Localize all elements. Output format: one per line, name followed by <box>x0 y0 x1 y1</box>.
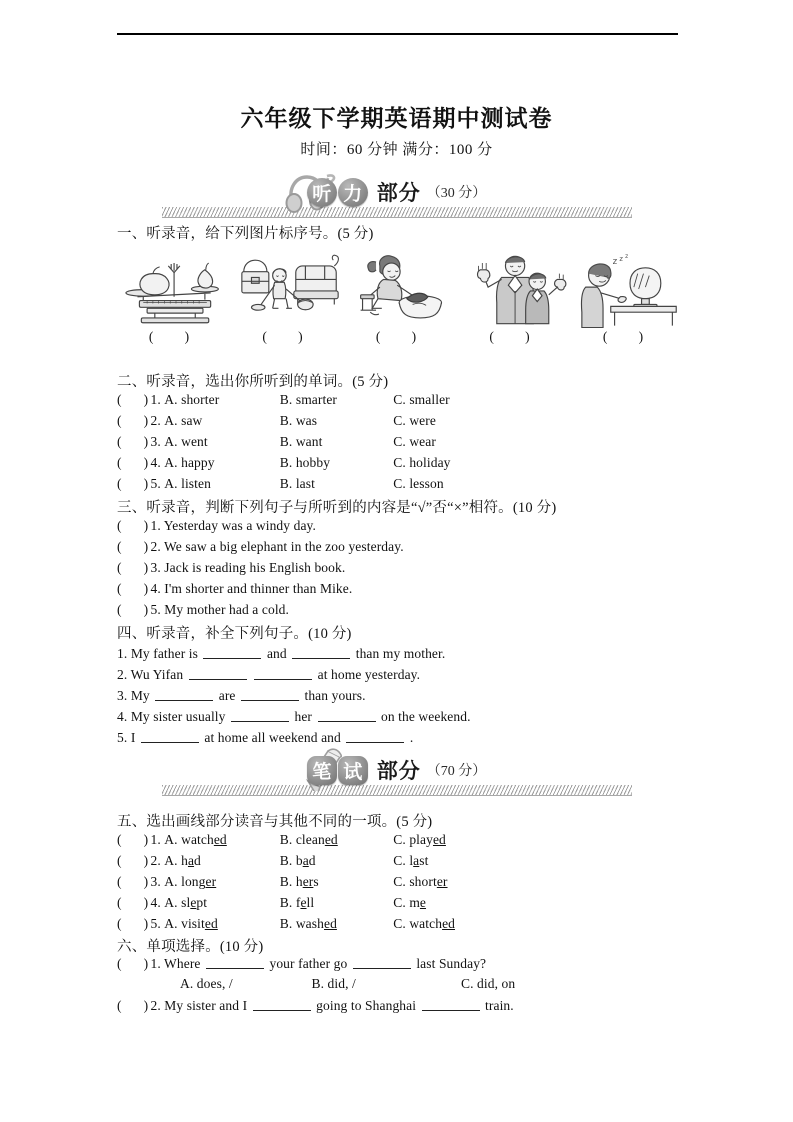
answer-bracket[interactable]: ( ) <box>117 518 149 533</box>
written-badge-group <box>307 756 369 785</box>
section-4-item <box>117 666 420 683</box>
option-a[interactable]: A. shorter <box>164 392 220 407</box>
sentence-part: and <box>266 646 291 661</box>
answer-bracket[interactable]: ( ) <box>117 998 149 1013</box>
section-5-heading: 五、选出画线部分读音与其他不同的一项。(5 分) <box>117 814 433 830</box>
item-number: 4. <box>150 455 161 470</box>
section-4-item <box>117 708 471 725</box>
fill-blank[interactable] <box>241 687 299 701</box>
answer-paren: ( ) <box>148 329 204 344</box>
fill-blank[interactable] <box>231 708 289 722</box>
option-c[interactable]: C. last <box>393 853 429 868</box>
svg-text:z: z <box>625 254 629 261</box>
section-6-item <box>117 955 486 972</box>
fill-blank[interactable] <box>318 708 376 722</box>
section-5-item <box>117 895 426 911</box>
item-number: 1. <box>150 392 161 407</box>
written-banner-word: 部分 <box>376 759 421 783</box>
sentence-part: your father go <box>269 956 351 971</box>
option-a[interactable]: A. visited <box>164 916 218 931</box>
listening-banner-word: 部分 <box>376 181 421 205</box>
option-b[interactable]: B. did, / <box>311 976 356 991</box>
section-1-picture-row <box>122 250 684 350</box>
fill-blank[interactable] <box>292 645 350 659</box>
option-b[interactable]: B. was <box>279 413 318 428</box>
option-b[interactable]: B. washed <box>279 916 337 931</box>
answer-bracket[interactable]: ( ) <box>117 581 149 596</box>
item-number: 3. <box>150 560 161 575</box>
answer-bracket[interactable]: ( ) <box>117 916 149 931</box>
option-a[interactable]: A. does, / <box>180 976 233 991</box>
girl-sleeping-at-computer-illustration <box>576 250 684 328</box>
picture-item <box>576 250 684 350</box>
badge-char-li: 力 <box>338 178 368 207</box>
item-sentence: My mother had a cold. <box>164 602 289 617</box>
sentence-part: at home all weekend and <box>204 730 345 745</box>
badge-char-bi: 笔 <box>307 756 337 785</box>
picture-item <box>349 250 457 350</box>
section-2-heading: 二、听录音，选出你所听到的单词。(5 分) <box>117 374 389 390</box>
item-number: 2. <box>150 998 161 1013</box>
badge-char-ting: 听 <box>307 178 337 207</box>
option-c[interactable]: C. me <box>393 895 427 910</box>
option-a[interactable]: A. saw <box>164 413 203 428</box>
option-b[interactable]: B. fell <box>279 895 315 910</box>
sentence-part: . <box>409 730 414 745</box>
fill-blank[interactable] <box>353 955 411 969</box>
item-number: 1. <box>150 832 161 847</box>
option-c[interactable]: C. smaller <box>393 392 450 407</box>
fill-blank[interactable] <box>203 645 261 659</box>
picture-item <box>122 250 230 350</box>
sentence-part: on the weekend. <box>380 709 471 724</box>
sentence-part: My <box>130 688 154 703</box>
sentence-part: going to Shanghai <box>316 998 420 1013</box>
item-number: 3. <box>150 434 161 449</box>
fill-blank[interactable] <box>141 729 199 743</box>
item-number: 5. <box>150 602 161 617</box>
answer-paren: ( ) <box>375 329 431 344</box>
svg-text:z: z <box>612 257 618 267</box>
option-b[interactable]: B. want <box>279 434 323 449</box>
item-number: 2. <box>150 853 161 868</box>
item-number: 1. <box>117 646 128 661</box>
section-5-item <box>117 916 455 932</box>
picture-item <box>463 250 571 350</box>
child-vacuuming-living-room-illustration <box>236 250 344 328</box>
option-c[interactable]: C. holiday <box>393 455 451 470</box>
section-2-item <box>117 434 436 450</box>
option-c[interactable]: C. did, on <box>460 976 516 991</box>
section-6-item <box>117 997 514 1014</box>
fill-blank[interactable] <box>254 666 312 680</box>
section-6-heading: 六、单项选择。(10 分) <box>117 939 264 955</box>
answer-bracket[interactable]: ( ) <box>117 392 149 407</box>
listening-section-banner <box>0 172 793 218</box>
sentence-part: train. <box>485 998 514 1013</box>
option-a[interactable]: A. went <box>164 434 208 449</box>
option-b[interactable]: B. bad <box>279 853 316 868</box>
option-a[interactable]: A. happy <box>164 455 215 470</box>
sentence-part: I <box>130 730 139 745</box>
sentence-part: last Sunday? <box>416 956 487 971</box>
option-a[interactable]: A. longer <box>164 874 217 889</box>
sentence-part: than my mother. <box>355 646 446 661</box>
item-number: 1. <box>150 956 161 971</box>
exam-meta: 时间：60 分钟 满分：100 分 <box>300 142 493 158</box>
section-3-item <box>117 602 289 618</box>
item-number: 4. <box>150 581 161 596</box>
section-5-item <box>117 832 446 848</box>
sentence-part: My sister usually <box>130 709 229 724</box>
option-b[interactable]: B. smarter <box>279 392 338 407</box>
balance-scale-apple-pear-illustration <box>122 250 230 328</box>
fill-blank[interactable] <box>206 955 264 969</box>
answer-paren: ( ) <box>262 329 317 344</box>
fill-blank[interactable] <box>422 997 480 1011</box>
option-a[interactable]: A. slept <box>164 895 208 910</box>
answer-bracket[interactable]: ( ) <box>117 874 149 889</box>
sentence-part: My father is <box>130 646 202 661</box>
man-and-boy-waving-illustration <box>463 250 571 328</box>
section-4-item <box>117 729 413 746</box>
sentence-part: at home yesterday. <box>317 667 421 682</box>
section-2-item <box>117 413 436 429</box>
item-number: 3. <box>150 874 161 889</box>
item-sentence: Yesterday was a windy day. <box>163 518 316 533</box>
item-number: 2. <box>117 667 128 682</box>
option-c[interactable]: C. played <box>393 832 446 847</box>
fill-blank[interactable] <box>253 997 311 1011</box>
answer-bracket[interactable]: ( ) <box>117 455 149 470</box>
section-5-item <box>117 874 448 890</box>
answer-bracket[interactable]: ( ) <box>117 895 149 910</box>
written-banner-score: （70 分） <box>426 764 487 779</box>
svg-text:z: z <box>619 255 623 264</box>
sentence-part: Where <box>164 956 204 971</box>
sentence-part: her <box>294 709 316 724</box>
item-number: 5. <box>150 476 161 491</box>
option-a[interactable]: A. listen <box>164 476 211 491</box>
written-section-banner <box>0 750 793 796</box>
section-3-item <box>117 560 345 576</box>
answer-bracket[interactable]: ( ) <box>117 560 149 575</box>
answer-bracket[interactable]: ( ) <box>117 413 149 428</box>
option-a[interactable]: A. watched <box>164 832 227 847</box>
sentence-part: My sister and I <box>164 998 248 1013</box>
section-2-item <box>117 392 450 408</box>
option-c[interactable]: C. were <box>393 413 436 428</box>
item-number: 2. <box>150 539 161 554</box>
girl-washing-clothes-in-basin-illustration <box>349 250 457 328</box>
picture-item <box>236 250 344 350</box>
option-c[interactable]: C. shorter <box>393 874 448 889</box>
section-3-heading: 三、听录音，判断下列句子与所听到的内容是“√”否“×”相符。(10 分) <box>117 500 557 516</box>
option-c[interactable]: C. watched <box>393 916 456 931</box>
item-number: 5. <box>117 730 128 745</box>
item-number: 5. <box>150 916 161 931</box>
sentence-part: are <box>218 688 239 703</box>
section-2-item <box>117 476 444 492</box>
section-3-item <box>117 518 316 534</box>
section-3-item <box>117 539 404 555</box>
section-6-options <box>180 976 515 992</box>
section-1-heading: 一、听录音，给下列图片标序号。(5 分) <box>117 226 374 242</box>
option-b[interactable]: B. last <box>279 476 315 491</box>
section-4-item <box>117 645 445 662</box>
fill-blank[interactable] <box>155 687 213 701</box>
sentence-part: Wu Yifan <box>130 667 187 682</box>
item-number: 4. <box>117 709 128 724</box>
item-sentence: I'm shorter and thinner than Mike. <box>164 581 353 596</box>
answer-bracket[interactable]: ( ) <box>117 853 149 868</box>
option-b[interactable]: B. hers <box>279 874 319 889</box>
item-sentence: We saw a big elephant in the zoo yesterday. <box>164 539 404 554</box>
answer-bracket[interactable]: ( ) <box>117 832 149 847</box>
answer-paren: ( ) <box>602 329 658 344</box>
header-rule <box>117 33 678 35</box>
fill-blank[interactable] <box>346 729 404 743</box>
listening-badge-group <box>307 178 369 207</box>
option-a[interactable]: A. had <box>164 853 201 868</box>
section-2-item <box>117 455 451 471</box>
option-c[interactable]: C. wear <box>393 434 436 449</box>
fill-blank[interactable] <box>189 666 247 680</box>
option-b[interactable]: B. hobby <box>279 455 331 470</box>
answer-bracket[interactable]: ( ) <box>117 602 149 617</box>
sentence-part: than yours. <box>304 688 366 703</box>
badge-char-shi: 试 <box>338 756 368 785</box>
section-5-item <box>117 853 428 869</box>
item-number: 1. <box>150 518 161 533</box>
answer-bracket[interactable]: ( ) <box>117 476 149 491</box>
item-number: 3. <box>117 688 128 703</box>
answer-bracket[interactable]: ( ) <box>117 539 149 554</box>
item-number: 4. <box>150 895 161 910</box>
section-3-item <box>117 581 352 597</box>
answer-bracket[interactable]: ( ) <box>117 956 149 971</box>
item-sentence: Jack is reading his English book. <box>164 560 346 575</box>
section-4-heading: 四、听录音，补全下列句子。(10 分) <box>117 626 352 642</box>
page-title: 六年级下学期英语期中测试卷 <box>240 106 553 131</box>
item-number: 2. <box>150 413 161 428</box>
option-b[interactable]: B. cleaned <box>279 832 338 847</box>
answer-bracket[interactable]: ( ) <box>117 434 149 449</box>
option-c[interactable]: C. lesson <box>393 476 444 491</box>
section-4-item <box>117 687 366 704</box>
listening-banner-score: （30 分） <box>426 186 487 201</box>
answer-paren: ( ) <box>489 329 544 344</box>
